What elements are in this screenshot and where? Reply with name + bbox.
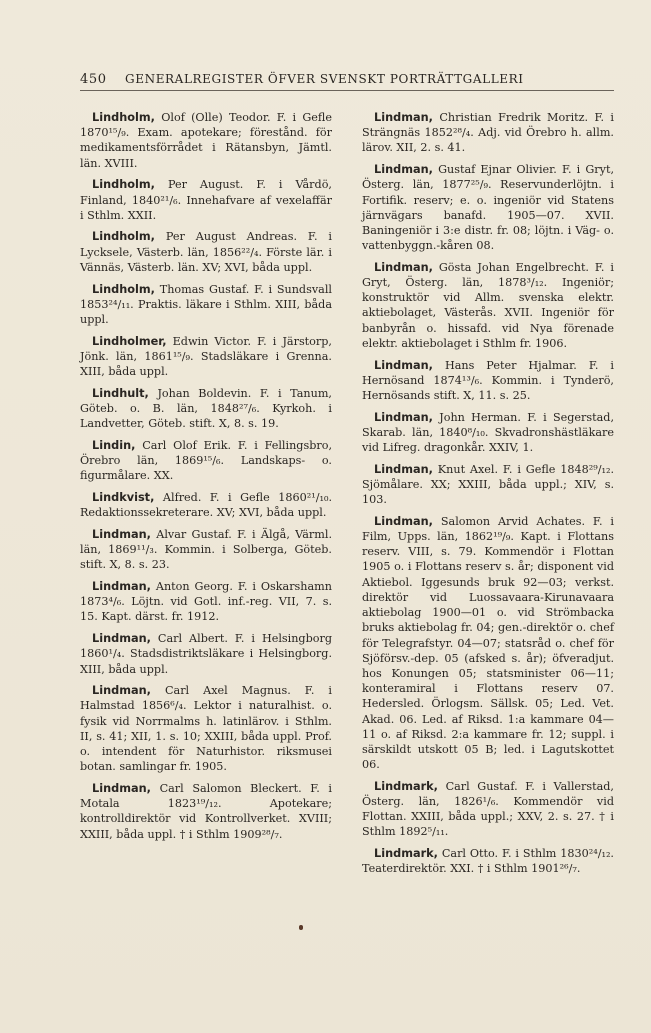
entry-text: Carl Gustaf. F. i Vallerstad, Österg. län, 1826¹/₆. Kommendör vid Flottan. XXIII, båda uppl.; XXV, 2. s. 27. † i Sthlm 1892⁵/₁₁. [362, 779, 614, 839]
page-number: 450 [80, 72, 107, 87]
entry-surname: Lindhult, [92, 386, 149, 400]
entry-text: Thomas Gustaf. F. i Sundsvall 1853²⁴/₁₁. Praktis. läkare i Sthlm. XIII, båda uppl. [80, 282, 332, 326]
entry-text: Edwin Victor. F. i Järstorp, Jönk. län, 1861¹⁵/₉. Stadsläkare i Grenna. XIII, båda uppl. [80, 334, 332, 379]
entry-surname: Lindman, [92, 684, 151, 698]
entry-text: Alvar Gustaf. F. i Älgå, Värml. län, 1869¹¹/₃. Kommin. i Solberga, Göteb. stift. X, 8. s. 23. [80, 527, 332, 572]
entry-surname: Lindman, [374, 163, 433, 177]
entry-surname: Lindman, [374, 260, 433, 274]
entry-surname: Lindkvist, [92, 490, 155, 504]
entry-surname: Lindman, [92, 579, 151, 593]
entry-surname: Lindman, [374, 410, 433, 424]
entry-surname: Lindmark, [374, 847, 438, 861]
register-entry [362, 410, 614, 456]
entry-text: Gustaf Ejnar Olivier. F. i Gryt, Österg. län, 1877²⁵/₉. Reservunderlöjtn. i Fortifik. reserv; e. o. ingeniör vid Statens järnvägars banafd. 1905—07. XVII. Baningeniör i 3:e distr. fr. 08; löjtn. i Väg- o. vattenbyggn.-kåren 08. [362, 163, 614, 253]
left-column [80, 110, 332, 848]
entry-text: Christian Fredrik Moritz. F. i Strängnäs 1852²⁸/₄. Adj. vid Örebro h. allm. lärov. XII, 2. s. 41. [362, 111, 614, 155]
register-entry [362, 779, 614, 840]
entry-surname: Lindman, [92, 781, 151, 795]
header-title: GENERALREGISTER ÖFVER SVENSKT PORTRÄTTGALLERI [125, 72, 524, 86]
register-entry [362, 110, 614, 156]
entry-surname: Lindholm, [92, 111, 155, 124]
entry-text: Johan Boldevin. F. i Tanum, Göteb. o. B. län, 1848²⁷/₆. Kyrkoh. i Landvetter, Göteb. stift. X, 8. s. 19. [80, 386, 332, 431]
entry-text: Per August. F. i Vårdö, Finland, 1840²¹/₆. Innehafvare af vexelaffär i Sthlm. XXII. [80, 178, 332, 222]
register-entry [80, 631, 332, 677]
register-entry [362, 462, 614, 508]
register-entry [80, 282, 332, 328]
register-entry [362, 358, 614, 404]
entry-text: Olof (Olle) Teodor. F. i Gefle 1870¹⁵/₉. Exam. apotekare; förestånd. för medikamentsförrådet i Rätansbyn, Jämtl. län. XVIII. [80, 111, 332, 170]
entry-surname: Lindholm, [92, 282, 155, 296]
entry-text: Carl Salomon Bleckert. F. i Motala 1823¹⁹/₁₂. Apotekare; kontrolldirektör vid Kontrollverket. XVIII; XXIII, båda uppl. † i Sthlm 1909²⁸/₇. [80, 781, 333, 841]
entry-surname: Lindholmer, [92, 334, 167, 348]
register-entry [80, 490, 332, 520]
entry-text: Carl Olof Erik. F. i Fellingsbro, Örebro län, 1869¹⁵/₆. Landskaps- o. figurmålare. XX. [80, 438, 332, 483]
register-entry [362, 260, 614, 351]
entry-text: Carl Otto. F. i Sthlm 1830²⁴/₁₂. Teaterdirektör. XXI. † i Sthlm 1901²⁶/₇. [362, 847, 614, 876]
entry-text: Hans Peter Hjalmar. F. i Hernösand 1874¹³/₆. Kommin. i Tynderö, Hernösands stift. X, 11. s. 25. [362, 358, 614, 402]
entry-text: John Herman. F. i Segerstad, Skarab. län, 1840⁸/₁₀. Skvadronshästläkare vid Lifreg. dragonkår. XXIV, 1. [362, 410, 614, 455]
entry-surname: Lindman, [374, 111, 433, 124]
entry-text: Per August Andreas. F. i Lycksele, Västerb. län, 1856²²/₄. Förste lär. i Vännäs, Västerb. län. XV; XVI, båda uppl. [80, 230, 333, 274]
entry-text: Anton Georg. F. i Oskarshamn 1873⁴/₆. Löjtn. vid Gotl. inf.-reg. VII, 7. s. 15. Kapt. därst. fr. 1912. [80, 579, 332, 624]
entry-text: Salomon Arvid Achates. F. i Film, Upps. län, 1862¹⁹/₉. Kapt. i Flottans reserv. VIII, s. 79. Kommendör i Flottan 1905 o. i Flottans reserv s. år; disponent vid Aktiebol. Iggesunds bruk 92—03; verkst. direktör vid Luossavaara-Kirunavaara aktiebolag 1900—01 o. vid Strömbacka bruks aktiebolag fr. 04; gen.-direktör o. chef för Telegrafstyr. 04—07; statsråd o. chef för Sjöförsv.-dep. 05 (afsked s. år); öfveradjut. hos Konungen 05; statsminister 06—11; konteramiral i Flottans reserv 07. Hedersled. Örlogsm. Sällsk. 05; Led. Vet. Akad. 06. Led. af Riksd. 1:a kammare 04—11 o. af Riksd. 2:a kammare fr. 12; suppl. i särskildt utskott 05 B; led. i Lagutskottet 06. [362, 514, 614, 772]
entry-surname: Lindmark, [374, 779, 438, 793]
register-entry [80, 386, 332, 432]
entry-surname: Lindin, [92, 438, 136, 452]
ink-mark [299, 925, 303, 930]
register-entry [80, 781, 332, 842]
entry-surname: Lindman, [374, 514, 433, 528]
right-column [362, 110, 614, 883]
entry-text: Gösta Johan Engelbrecht. F. i Gryt, Österg. län, 1878³/₁₂. Ingeniör; konstruktör vid Allm. svenska elektr. aktiebolaget, Västerås. XVII. Ingeniör för banbyrån o. hissafd. vid Nya förenade elektr. aktiebolaget i Sthlm fr. 1906. [362, 260, 614, 350]
register-entry [80, 438, 332, 484]
entry-surname: Lindman, [92, 527, 151, 541]
register-entry [80, 527, 332, 573]
register-entry [80, 579, 332, 625]
register-entry [80, 177, 332, 223]
entry-text: Carl Axel Magnus. F. i Halmstad 1856⁶/₄. Lektor i naturalhist. o. fysik vid Norrmalms h. latinlärov. i Sthlm. II, s. 41; XII, 1. s. 10; XXIII, båda uppl. Prof. o. intendent för Naturhistor. riksmusei botan. samlingar fr. 1905. [80, 684, 332, 774]
register-entry [362, 162, 614, 253]
entry-surname: Lindholm, [92, 230, 155, 244]
register-entry [80, 229, 332, 275]
entry-surname: Lindholm, [92, 178, 155, 192]
register-entry [80, 683, 332, 774]
register-entry [362, 846, 614, 876]
running-header [80, 72, 614, 91]
register-entry [362, 514, 614, 772]
entry-surname: Lindman, [92, 632, 151, 646]
register-entry [80, 110, 332, 171]
register-entry [80, 334, 332, 380]
entry-text: Alfred. F. i Gefle 1860²¹/₁₀. Redaktionssekreterare. XV; XVI, båda uppl. [80, 490, 332, 520]
entry-text: Carl Albert. F. i Helsingborg 1860¹/₄. Stadsdistriktsläkare i Helsingborg. XIII, båda uppl. [80, 632, 333, 676]
entry-surname: Lindman, [374, 358, 433, 372]
entry-text: Knut Axel. F. i Gefle 1848²⁹/₁₂. Sjömålare. XX; XXIII, båda uppl.; XIV, s. 103. [362, 462, 614, 507]
entry-surname: Lindman, [374, 462, 433, 476]
